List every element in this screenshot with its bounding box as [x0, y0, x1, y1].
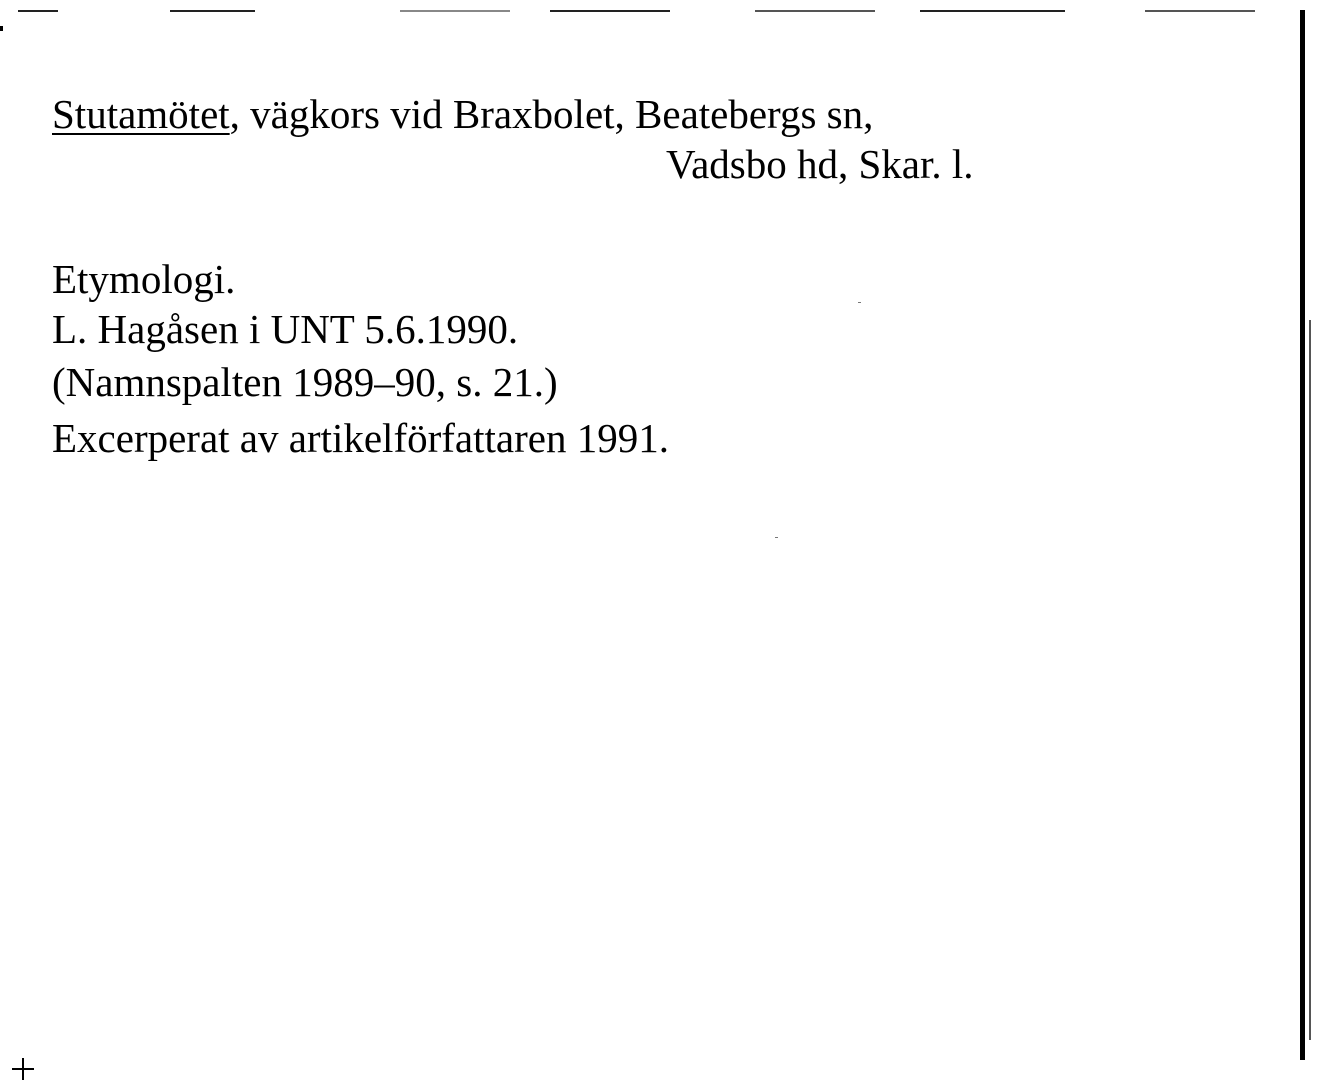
scan-dash — [1145, 10, 1255, 12]
scan-dash — [170, 10, 255, 12]
crosshair-icon — [12, 1058, 34, 1080]
location-line: Vadsbo hd, Skar. l. — [666, 141, 974, 187]
reference-line: (Namnspalten 1989–90, s. 21.) — [52, 359, 558, 405]
reference-line: Etymologi. — [52, 256, 236, 302]
scan-dash — [920, 10, 1065, 12]
scan-speck — [858, 302, 861, 303]
headword: Stutamötet — [52, 91, 230, 137]
card-edge — [1300, 10, 1305, 1060]
scan-dash — [400, 10, 510, 12]
scan-dash — [550, 10, 670, 12]
reference-line: L. Hagåsen i UNT 5.6.1990. — [52, 306, 519, 352]
title-rest: , vägkors vid Braxbolet, Beatebergs sn, — [229, 91, 874, 137]
scan-dash — [755, 10, 875, 12]
title-line — [52, 91, 874, 137]
scan-dash — [18, 10, 58, 12]
card-edge-shadow — [1309, 320, 1311, 1040]
scan-mark — [0, 26, 3, 31]
scan-speck — [775, 537, 778, 538]
reference-line: Excerperat av artikelförfattaren 1991. — [52, 415, 669, 461]
